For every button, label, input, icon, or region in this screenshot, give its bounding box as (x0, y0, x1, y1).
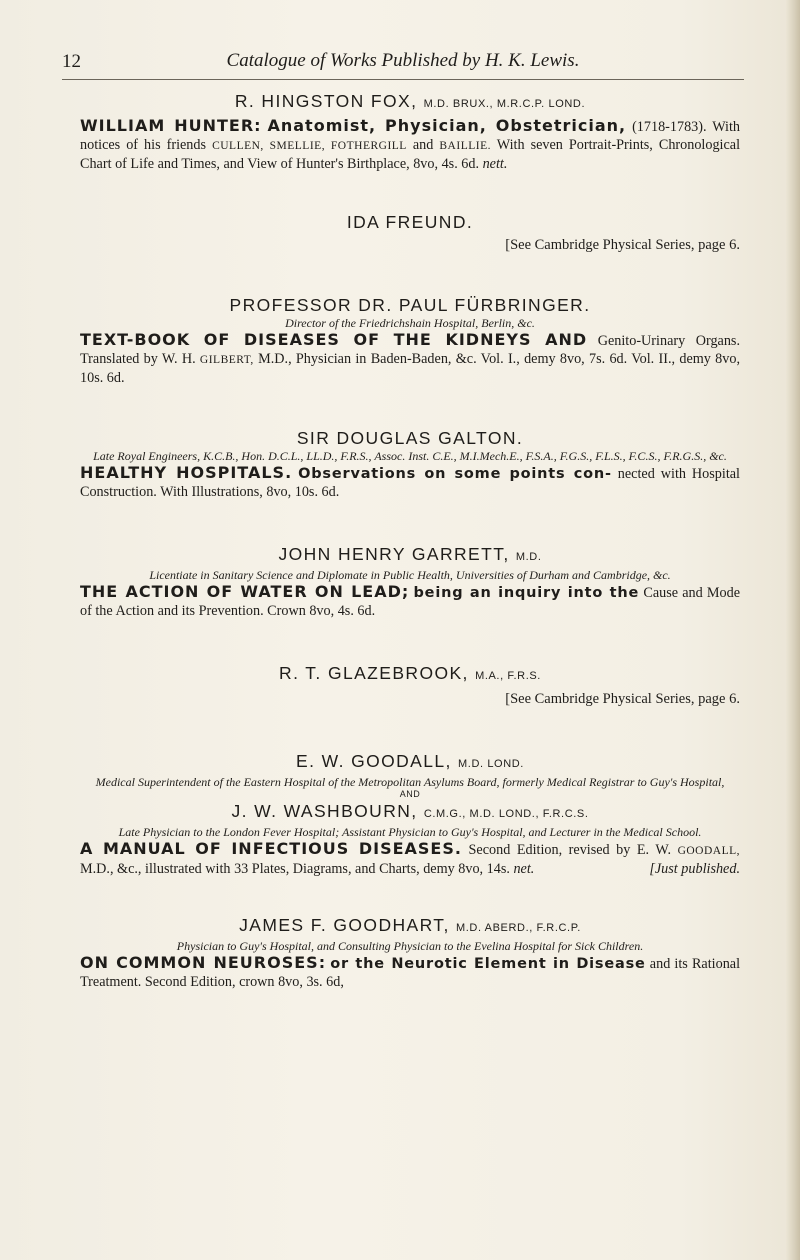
author-name (80, 914, 740, 939)
friends-names: BAILLIE. (439, 140, 491, 152)
desc-text: and (412, 137, 434, 153)
author-name: SIR DOUGLAS GALTON. (296, 428, 524, 448)
entry-description (80, 954, 740, 991)
desc-text: Cause and Mode of the Action and its Prevention. Crown 8vo, 4s. 6d. (80, 585, 741, 619)
desc-text: M.D., Physician in Baden-Baden, &c. Vol. I., demy 8vo, 7s. 6d. Vol. II., demy 8vo, 10s. 6d. (80, 351, 741, 386)
entry-description (80, 840, 740, 878)
author-name (80, 90, 740, 115)
cross-reference: [See Cambridge Physical Series, page 6. (505, 237, 740, 253)
author-affiliation: Late Physician to the London Fever Hospital; Assistant Physician to Guy's Hospital, and Lecturer in the Medical School. (118, 825, 702, 839)
page-number: 12 (62, 51, 81, 72)
entry-goodhart (80, 914, 740, 991)
author-name: IDA FREUND. (346, 212, 474, 232)
entry-freund (80, 211, 740, 254)
author-affiliation: Licentiate in Sanitary Science and Diplomate in Public Health, Universities of Durham and Cambridge, &c. (149, 568, 671, 582)
desc-text: M.D., &c., illustrated with 33 Plates, Diagrams, and Charts, demy 8vo, 14s. (80, 861, 510, 877)
translator-name: GILBERT, (199, 354, 254, 366)
author-text: JAMES F. GOODHART, (239, 915, 450, 935)
page-header (62, 47, 744, 81)
author-degrees: C.M.G., M.D. LOND., F.R.C.S. (423, 808, 589, 820)
cross-reference: [See Cambridge Physical Series, page 6. (505, 691, 740, 707)
book-title: HEALTHY HOSPITALS. (80, 463, 293, 482)
friends-names: CULLEN, SMELLIE, FOTHERGILL (212, 140, 407, 152)
author-degrees: M.D. ABERD., F.R.C.P. (456, 922, 581, 934)
entry-description (80, 464, 740, 501)
author-affiliation: Physician to Guy's Hospital, and Consulting Physician to the Evelina Hospital for Sick Children. (176, 939, 644, 953)
entry-glazebrook (80, 662, 740, 708)
author-text: E. W. GOODALL, (296, 751, 452, 771)
author-name (80, 750, 740, 775)
author-text: JOHN HENRY GARRETT, (278, 544, 510, 564)
entry-goodall-washbourn (80, 750, 740, 878)
author-name (80, 543, 740, 568)
book-title: TEXT-BOOK OF DISEASES OF THE KIDNEYS AND (80, 330, 588, 349)
author-text: J. W. WASHBOURN, (231, 801, 418, 821)
book-title-rest: being an inquiry into the (413, 585, 640, 601)
desc-text: (1718-1783). With notices of his friends (80, 119, 741, 153)
entry-fox (80, 90, 740, 173)
book-title: ON COMMON NEUROSES: (80, 953, 327, 972)
entry-furbringer (80, 294, 740, 387)
and-separator (80, 789, 740, 800)
author-degrees: M.A., F.R.S. (475, 670, 541, 682)
entry-description (80, 583, 740, 620)
entry-galton (80, 427, 740, 501)
and-text: AND (399, 789, 421, 799)
book-title: THE ACTION OF WATER ON LEAD; (80, 582, 410, 601)
author-degrees: M.D. LOND. (458, 758, 524, 770)
price-note: nett. (482, 156, 508, 172)
author-name (80, 800, 740, 825)
entry-garrett (80, 543, 740, 620)
entry-description (80, 117, 740, 173)
book-title-rest: or the Neurotic Element in Disease (330, 956, 646, 972)
author-name (80, 662, 740, 687)
publication-status: [Just published. (649, 861, 740, 877)
header-rule (62, 79, 744, 80)
book-title: A MANUAL OF INFECTIOUS DISEASES. (80, 839, 462, 858)
author-affiliation: Director of the Friedrichshain Hospital, Berlin, &c. (285, 316, 535, 330)
entry-description (80, 331, 740, 387)
reviser-name: GOODALL, (677, 845, 741, 857)
author-name: PROFESSOR DR. PAUL FÜRBRINGER. (229, 295, 591, 315)
desc-text: Second Edition, revised by E. W. (468, 842, 672, 858)
book-title-rest: Anatomist, Physician, Obstetrician, (267, 116, 627, 135)
catalogue-content (80, 86, 740, 991)
author-text: R. HINGSTON FOX, (234, 91, 418, 111)
author-degrees: M.D. BRUX., M.R.C.P. LOND. (423, 98, 586, 110)
author-affiliation: Late Royal Engineers, K.C.B., Hon. D.C.L., LL.D., F.R.S., Assoc. Inst. C.E., M.I.Mech.E., F.S.A., F.G.S., F.L.S., F.C.S., F.R.G.S., &c. (93, 449, 727, 463)
author-degrees: M.D. (515, 551, 542, 563)
desc-text: With seven Portrait-Prints, Chronological Chart of Life and Times, and View of Hunter's Birthplace, 8vo, 4s. 6d. (80, 137, 741, 172)
book-title-rest: Observations on some points con- (298, 466, 612, 482)
desc-text: Genito-Urinary Organs. Translated by W. H. (80, 333, 741, 367)
running-title: Catalogue of Works Published by H. K. Lewis. (226, 50, 580, 71)
book-title: WILLIAM HUNTER: (80, 116, 262, 135)
author-text: R. T. GLAZEBROOK, (279, 663, 469, 683)
desc-text: and its Rational Treatment. Second Edition, crown 8vo, 3s. 6d, (80, 956, 741, 990)
price-note: net. (513, 861, 535, 877)
page-edge (786, 0, 800, 1260)
desc-text: nected with Hospital Construction. With Illustrations, 8vo, 10s. 6d. (80, 466, 741, 500)
author-affiliation: Medical Superintendent of the Eastern Hospital of the Metropolitan Asylums Board, formerly Medical Registrar to Guy's Hospital, (95, 775, 725, 789)
